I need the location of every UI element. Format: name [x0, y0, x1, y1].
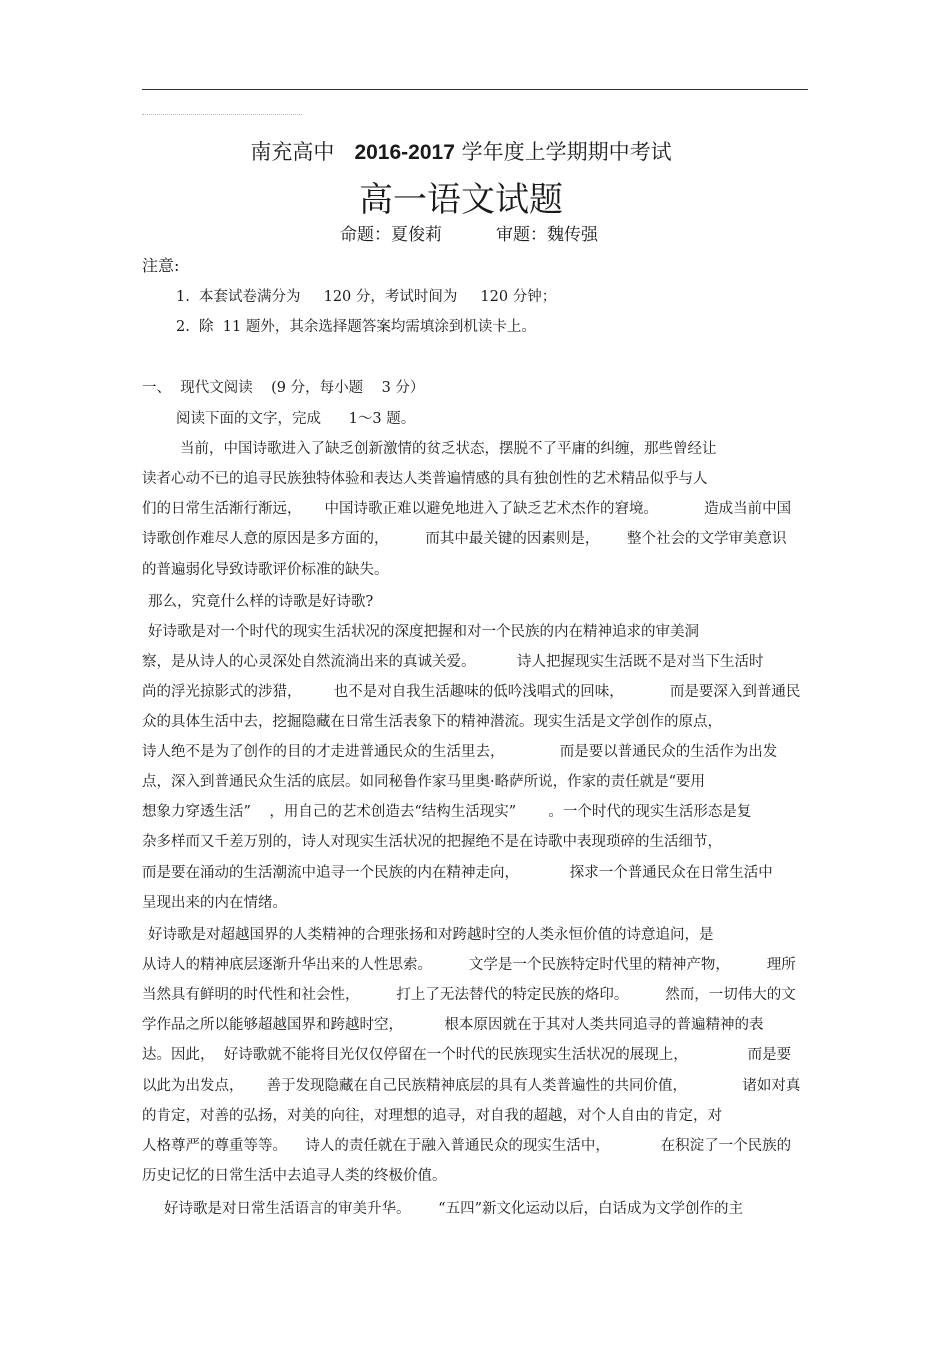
passage-line: 当前，中国诗歌进入了缺乏创新激情的贫乏状态，摆脱不了平庸的纠缠，那些曾经让: [180, 441, 717, 457]
notice-item-1: 1. 本套试卷满分为 120 分，考试时间为 120 分钟；: [176, 289, 557, 305]
top-rule: [142, 89, 808, 90]
authors: [340, 220, 598, 245]
notice-item-2: 2. 除 11 题外，其余选择题答案均需填涂到机读卡上。: [176, 319, 536, 335]
passage-line: 以此为出发点， 善于发现隐藏在自己民族精神底层的具有人类普遍性的共同价值， 诸如对真: [142, 1078, 801, 1094]
passage-line: 呈现出来的内在情绪。: [142, 895, 287, 911]
section-heading: 一、 现代文阅读 (9 分，每小题 3 分）: [142, 380, 425, 396]
passage-line: 而是要在涌动的生活潮流中追寻一个民族的内在精神走向， 探求一个普通民众在日常生活中: [142, 865, 773, 881]
passage-line: 学作品之所以能够超越国界和跨越时空， 根本原因就在于其对人类共同追寻的普遍精神的表: [142, 1017, 764, 1033]
passage-line: 的肯定，对善的弘扬，对美的向往，对理想的追寻，对自我的超越，对个人自由的肯定，对: [142, 1108, 722, 1124]
section-instruction: 阅读下面的文字，完成 1～3 题。: [176, 411, 416, 427]
passage-line: 尚的浮光掠影式的涉猎， 也不是对自我生活趣味的低吟浅唱式的回味， 而是要深入到普通民: [142, 684, 801, 700]
passage-line: 好诗歌是对一个时代的现实生活状况的深度把握和对一个民族的内在精神追求的审美洞: [148, 624, 699, 640]
passage-line: 诗人绝不是为了创作的目的才走进普通民众的生活里去， 而是要以普通民众的生活作为出发: [142, 744, 778, 760]
school-year: 2016-2017: [354, 141, 455, 164]
passage-line: 人格尊严的尊重等等。 诗人的责任就在于融入普通民众的现实生活中， 在积淀了一个民族的: [142, 1138, 792, 1154]
passage-line: 从诗人的精神底层逐渐升华出来的人性思索。 文学是一个民族特定时代里的精神产物， 理所: [142, 957, 796, 973]
passage-line: 那么，究竟什么样的诗歌是好诗歌?: [148, 594, 374, 610]
exam-name: 学年度上学期期中考试: [461, 140, 672, 164]
passage-line: 读者心动不已的追寻民族独特体验和表达人类普遍情感的具有独创性的艺术精品似乎与人: [142, 471, 708, 487]
passage-line: 好诗歌是对超越国界的人类精神的合理张扬和对跨越时空的人类永恒价值的诗意追问，是: [148, 927, 714, 943]
page-title: 高一语文试题: [359, 180, 563, 220]
passage-line: 们的日常生活渐行渐远， 中国诗歌正难以避免地进入了缺乏艺术杰作的窘境。 造成当前中国: [142, 501, 792, 517]
passage-line: 众的具体生活中去，挖掘隐藏在日常生活表象下的精神潜流。现实生活是文学创作的原点，: [142, 714, 722, 730]
exam-title: [0, 136, 922, 166]
passage-line: 点，深入到普通民众生活的底层。如同秘鲁作家马里奥·略萨所说，作家的责任就是“要用: [142, 774, 706, 790]
passage-line: 达。因此， 好诗歌就不能将目光仅仅停留在一个时代的民族现实生活状况的展现上， 而是要: [142, 1047, 792, 1063]
passage-line: 好诗歌是对日常生活语言的审美升华。 “五四”新文化运动以后，白话成为文学创作的主: [164, 1201, 743, 1217]
school-name: 南充高中: [250, 140, 335, 164]
passage-line: 当然具有鲜明的时代性和社会性， 打上了无法替代的特定民族的烙印。 然而，一切伟大的文: [142, 987, 796, 1003]
passage-line: 想象力穿透生活” ，用自己的艺术创造去“结构生活现实” 。一个时代的现实生活形态是复: [142, 804, 752, 820]
passage-line: 杂多样而又千差万别的，诗人对现实生活状况的把握绝不是在诗歌中表现琐碎的生活细节，: [142, 834, 722, 850]
passage-line: 的普遍弱化导致诗歌评价标准的缺失。: [142, 562, 389, 578]
notice-label: 注意:: [142, 256, 180, 275]
passage-line: 察，是从诗人的心灵深处自然流淌出来的真诚关爱。 诗人把握现实生活既不是对当下生活时: [142, 654, 764, 670]
header-dotted-line: [142, 114, 302, 115]
reviewer: 审题：魏传强: [496, 225, 599, 245]
passage-line: 诗歌创作难尽人意的原因是多方面的， 而其中最关键的因素则是， 整个社会的文学审美意识: [142, 531, 787, 547]
proposer: 命题：夏俊莉: [340, 225, 442, 245]
passage-line: 历史记忆的日常生活中去追寻人类的终极价值。: [142, 1168, 447, 1184]
